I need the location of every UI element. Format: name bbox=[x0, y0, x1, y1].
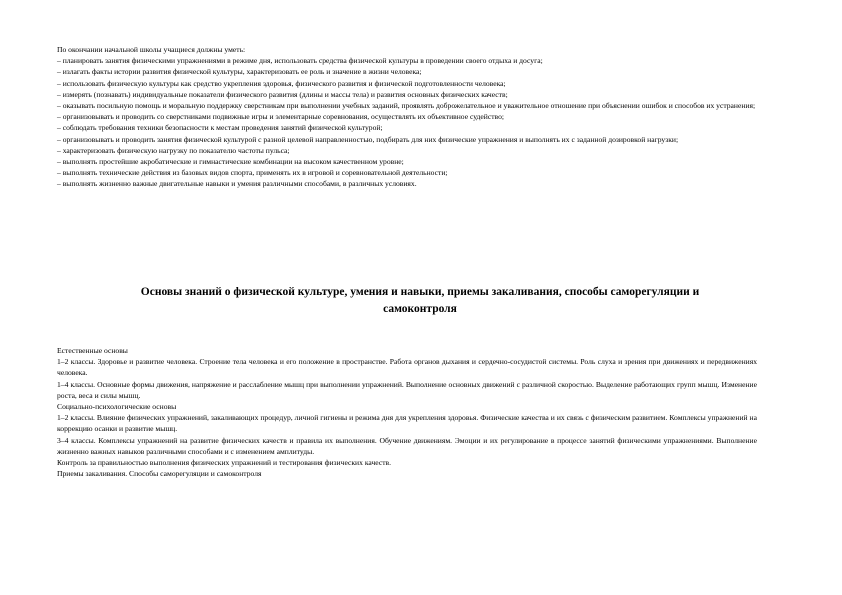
outcome-item: – организовывать и проводить занятия физической культурой с разной целевой направленностью, подбирать для них физические упражнения и выполнять их с заданной дозировкой нагрузки; bbox=[57, 134, 679, 144]
outcome-item: – организовывать и проводить со сверстниками подвижные игры и элементарные соревнования, осуществлять их объективное судейство; bbox=[57, 112, 504, 122]
body-paragraph: Социально-психологические основы bbox=[57, 402, 177, 412]
body-paragraph: Контроль за правильностью выполнения физических упражнений и тестирования физических качеств. bbox=[57, 458, 392, 468]
body-paragraph: 1–4 классы. Основные формы движения, напряжение и расслабление мышц при выполнении упражнений. Выполнение основных движений с различной скоростью. Выделение работающих групп мышц. Изменение роста, веса и силы мышц. bbox=[57, 379, 757, 400]
section-heading-line-1: Основы знаний о физической культуре, умения и навыки, приемы закаливания, способы саморегуляции и bbox=[140, 286, 700, 298]
body-paragraph: 1–2 классы. Здоровье и развитие человека. Строение тела человека и его положение в пространстве. Работа органов дыхания и сердечно-сосудистой системы. Роль слуха и зрения при движениях и передвижениях человека. bbox=[57, 357, 757, 378]
body-paragraph: Естественные основы bbox=[57, 346, 128, 355]
body-paragraph: 3–4 классы. Комплексы упражнений на развитие физических качеств и правила их выполнения. Обучение движениям. Эмоции и их регулирование в процессе занятий физическими упражнениями. Выполнение жизненно важных навыков различными способами и с изменением амплитуды. bbox=[57, 435, 757, 456]
outcome-item: – соблюдать требования техники безопасности к местам проведения занятий физической культурой; bbox=[57, 123, 383, 133]
body-paragraph: Приемы закаливания. Способы саморегуляции и самоконтроля bbox=[57, 469, 262, 479]
outcome-item: – выполнять жизненно важные двигательные навыки и умения различными способами, в различных условиях. bbox=[57, 179, 417, 189]
outcome-item: – излагать факты истории развития физической культуры, характеризовать ее роль и значение в жизни человека; bbox=[57, 67, 422, 77]
outcome-item: – выполнять простейшие акробатические и гимнастические комбинации на высоком качественном уровне; bbox=[57, 157, 404, 167]
outcome-item: – выполнять технические действия из базовых видов спорта, применять их в игровой и соревновательной деятельности; bbox=[57, 168, 448, 178]
section-heading-line-2: самоконтроля bbox=[383, 303, 457, 315]
body-paragraph: 1–2 классы. Влияние физических упражнений, закаливающих процедур, личной гигиены и режима дня для укрепления здоровья. Физические качества и их связь с физическим развитием. Комплексы упражнений на коррекцию осанки и развитие мышц. bbox=[57, 413, 757, 434]
section-heading bbox=[70, 284, 770, 318]
outcome-item: – характеризовать физическую нагрузку по показателю частоты пульса; bbox=[57, 145, 290, 155]
learning-outcomes-section bbox=[57, 44, 757, 190]
outcome-item: – оказывать посильную помощь и моральную поддержку сверстникам при выполнении учебных заданий, проявлять доброжелательное и уважительное отношение при объяснении ошибок и способов их устранения; bbox=[57, 101, 756, 111]
section-body bbox=[57, 345, 757, 479]
outcome-item: – измерять (познавать) индивидуальные показатели физического развития (длины и массы тела) и развития основных физических качеств; bbox=[57, 89, 508, 99]
outcome-item: – использовать физическую культуры как средство укрепления здоровья, физического развития и физической подготовленности человека; bbox=[57, 78, 506, 88]
outcome-item: – планировать занятия физическими упражнениями в режиме дня, использовать средства физической культуры в проведении своего отдыха и досуга; bbox=[57, 56, 543, 66]
outcomes-lead: По окончании начальной школы учащиеся должны уметь: bbox=[57, 45, 246, 54]
